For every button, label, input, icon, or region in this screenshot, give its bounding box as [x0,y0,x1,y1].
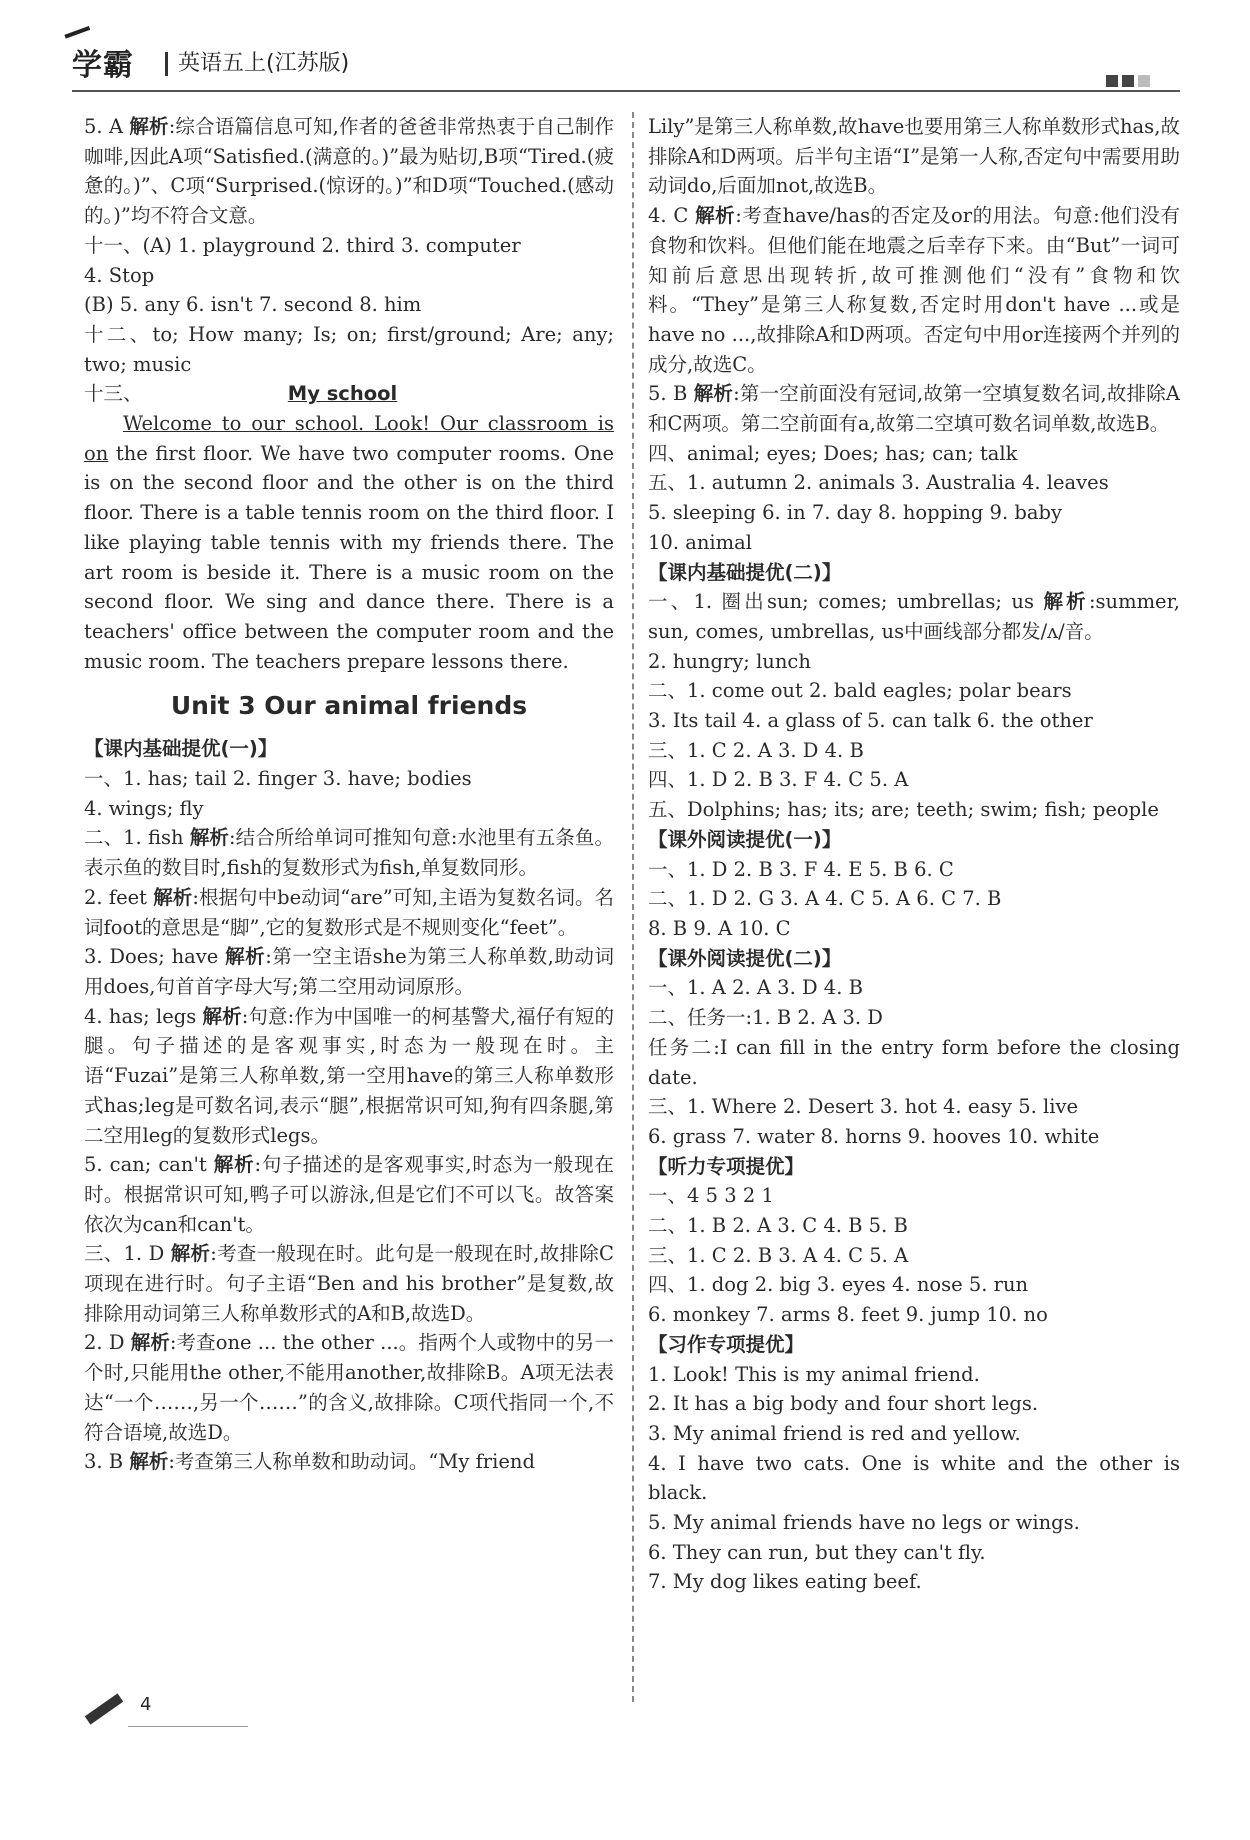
answer-line: 6. monkey 7. arms 8. feet 9. jump 10. no [648,1303,1048,1327]
answer-item: 3. B 解析:考查第三人称单数和助动词。“My friend [84,1450,535,1474]
answer-item: 4. C 解析:考查have/has的否定及or的用法。句意:他们没有食物和饮料。但他们能在地震之后幸存下来。由“But”一词可知前后意思出现转折,故可推测他们“没有”食物和饮料。“They”是第三人称复数,否定时用don't have ...或是have no ...,故排除A和D两项。否定句中用or连接两个并列的成分,故选C。 [648,204,1180,376]
book-title: 英语五上(江苏版) [178,51,350,76]
answer-line: 二、任务一:1. B 2. A 3. D [648,1006,883,1030]
section-heading: 【听力专项提优】 [648,1154,805,1178]
answer-line: 三、1. C 2. A 3. D 4. B [648,738,864,762]
answer-line: 一、1. has; tail 2. finger 3. have; bodies [84,767,472,791]
answer-line: 8. B 9. A 10. C [648,916,791,940]
right-column [648,112,1180,1597]
answer-item: Lily”是第三人称单数,故have也要用第三人称单数形式has,故排除A和D两项。后半句主语“I”是第一人称,否定句中需要用助动词do,后面加not,故选B。 [648,115,1180,198]
answer-item: 5. A 解析:综合语篇信息可知,作者的爸爸非常热衷于自己制作咖啡,因此A项“Satisfied.(满意的。)”最为贴切,B项“Tired.(疲惫的。)”、C项“Surprised.(惊讶的。)”和D项“Touched.(感动的。)”均不符合文意。 [84,115,614,228]
answer-item: 二、1. fish 解析:结合所给单词可推知句意:水池里有五条鱼。表示鱼的数目时,fish的复数形式为fish,单复数同形。 [84,826,614,880]
answer-line: 二、1. come out 2. bald eagles; polar bears [648,679,1072,703]
page-header [72,38,1180,88]
answer-line: 3. My animal friend is red and yellow. [648,1421,1021,1445]
answer-line: 1. Look! This is my animal friend. [648,1362,980,1386]
left-column [84,112,614,1477]
answer-line: 五、1. autumn 2. animals 3. Australia 4. leaves [648,471,1109,495]
answer-line: 5. sleeping 6. in 7. day 8. hopping 9. baby [648,501,1062,525]
answer-line: 任务二:I can fill in the entry form before the closing date. [648,1035,1180,1089]
answer-line: 四、1. D 2. B 3. F 4. C 5. A [648,768,909,792]
answer-line: 五、Dolphins; has; its; are; teeth; swim; fish; people [648,798,1159,822]
pencil-icon [85,1693,124,1724]
answer-line: 2. It has a big body and four short legs. [648,1392,1039,1416]
answer-line: 7. My dog likes eating beef. [648,1570,922,1594]
essay-body: Welcome to our school. Look! Our classroom is on the first floor. We have two computer rooms. One is on the second floor and the other is on the third floor. There is a table tennis room on the third floor. I like playing table tennis with my friends there. The art room is beside it. There is a music room on the second floor. We sing and dance there. There is a teachers' office between the computer room and the music room. The teachers prepare lessons there. [84,412,614,673]
answer-line: 三、1. C 2. B 3. A 4. C 5. A [648,1243,909,1267]
unit-title: Unit 3 Our animal friends [170,691,528,721]
column-divider [632,112,634,1702]
answer-item: 2. D 解析:考查one ... the other ...。指两个人或物中的另一个时,只能用the other,不能用another,故排除B。A项无法表达“一个……,另一个……”的含义,故排除。C项代指同一个,不符合语境,故选D。 [84,1331,614,1444]
section-heading: 【课外阅读提优(一)】 [648,827,842,851]
answer-line: (B) 5. any 6. isn't 7. second 8. him [84,293,422,317]
answer-item: 三、1. D 解析:考查一般现在时。此句是一般现在时,故排除C项现在进行时。句子主语“Ben and his brother”是复数,故排除用动词第三人称单数形式的A和B,故选D。 [84,1242,614,1325]
answer-line: 6. grass 7. water 8. horns 9. hooves 10. white [648,1124,1100,1148]
answer-line: 一、4 5 3 2 1 [648,1184,774,1208]
answer-item: 4. has; legs 解析:句意:作为中国唯一的柯基警犬,福仔有短的腿。句子描述的是客观事实,时态为一般现在时。主语“Fuzai”是第三人称单数,第一空用have的第三人称单数形式has;leg是可数名词,表示“腿”,根据常识可知,狗有四条腿,第二空用leg的复数形式legs。 [84,1004,614,1147]
essay-title: My school [287,382,398,406]
answer-item: 2. feet 解析:根据句中be动词“are”可知,主语为复数名词。名词foot的意思是“脚”,它的复数形式是不规则变化“feet”。 [84,885,614,939]
answer-line: 一、1. A 2. A 3. D 4. B [648,976,863,1000]
answer-item: 一、1. 圈出sun; comes; umbrellas; us 解析:summer, sun, comes, umbrellas, us中画线部分都发/ʌ/音。 [648,590,1180,643]
answer-item: 5. can; can't 解析:句子描述的是客观事实,时态为一般现在时。根据常识可知,鸭子可以游泳,但是它们不可以飞。故答案依次为can和can't。 [84,1153,614,1236]
answer-line: 十一、(A) 1. playground 2. third 3. computer [84,233,521,257]
header-rule [72,90,1180,92]
answer-line: 2. hungry; lunch [648,649,811,673]
answer-line: 四、1. dog 2. big 3. eyes 4. nose 5. run [648,1273,1029,1297]
footer-rule [128,1726,248,1727]
answer-line: 6. They can run, but they can't fly. [648,1540,986,1564]
section-heading: 【习作专项提优】 [648,1332,805,1356]
answer-line: 4. wings; fly [84,796,204,820]
answer-line: 十二、to; How many; Is; on; first/ground; Are; any; two; music [84,322,614,376]
essay-heading: 十三、 My school [84,379,614,409]
answer-line: 二、1. D 2. G 3. A 4. C 5. A 6. C 7. B [648,887,1002,911]
answer-line: 4. I have two cats. One is white and the other is black. [648,1451,1180,1505]
section-heading: 【课外阅读提优(二)】 [648,946,842,970]
answer-line: 二、1. B 2. A 3. C 4. B 5. B [648,1214,908,1238]
header-separator [165,52,168,76]
answer-line: 4. Stop [84,263,155,287]
answer-line: 四、animal; eyes; Does; has; can; talk [648,441,1018,465]
page-number: 4 [140,1694,152,1715]
answer-line: 5. My animal friends have no legs or wings. [648,1511,1080,1535]
answer-item: 5. B 解析:第一空前面没有冠词,故第一空填复数名词,故排除A和C两项。第二空前面有a,故第二空填可数名词单数,故选B。 [648,382,1180,436]
header-decoration [1102,72,1150,91]
section-heading: 【课内基础提优(二)】 [648,560,842,584]
brand-logo: 学霸 [72,48,134,83]
answer-line: 3. Its tail 4. a glass of 5. can talk 6. the other [648,709,1093,733]
answer-item: 3. Does; have 解析:第一空主语she为第三人称单数,助动词用does,句首首字母大写;第二空用动词原形。 [84,945,614,998]
answer-line: 三、1. Where 2. Desert 3. hot 4. easy 5. live [648,1095,1079,1119]
answer-line: 一、1. D 2. B 3. F 4. E 5. B 6. C [648,857,954,881]
answer-line: 10. animal [648,530,752,554]
section-heading: 【课内基础提优(一)】 [84,737,278,761]
